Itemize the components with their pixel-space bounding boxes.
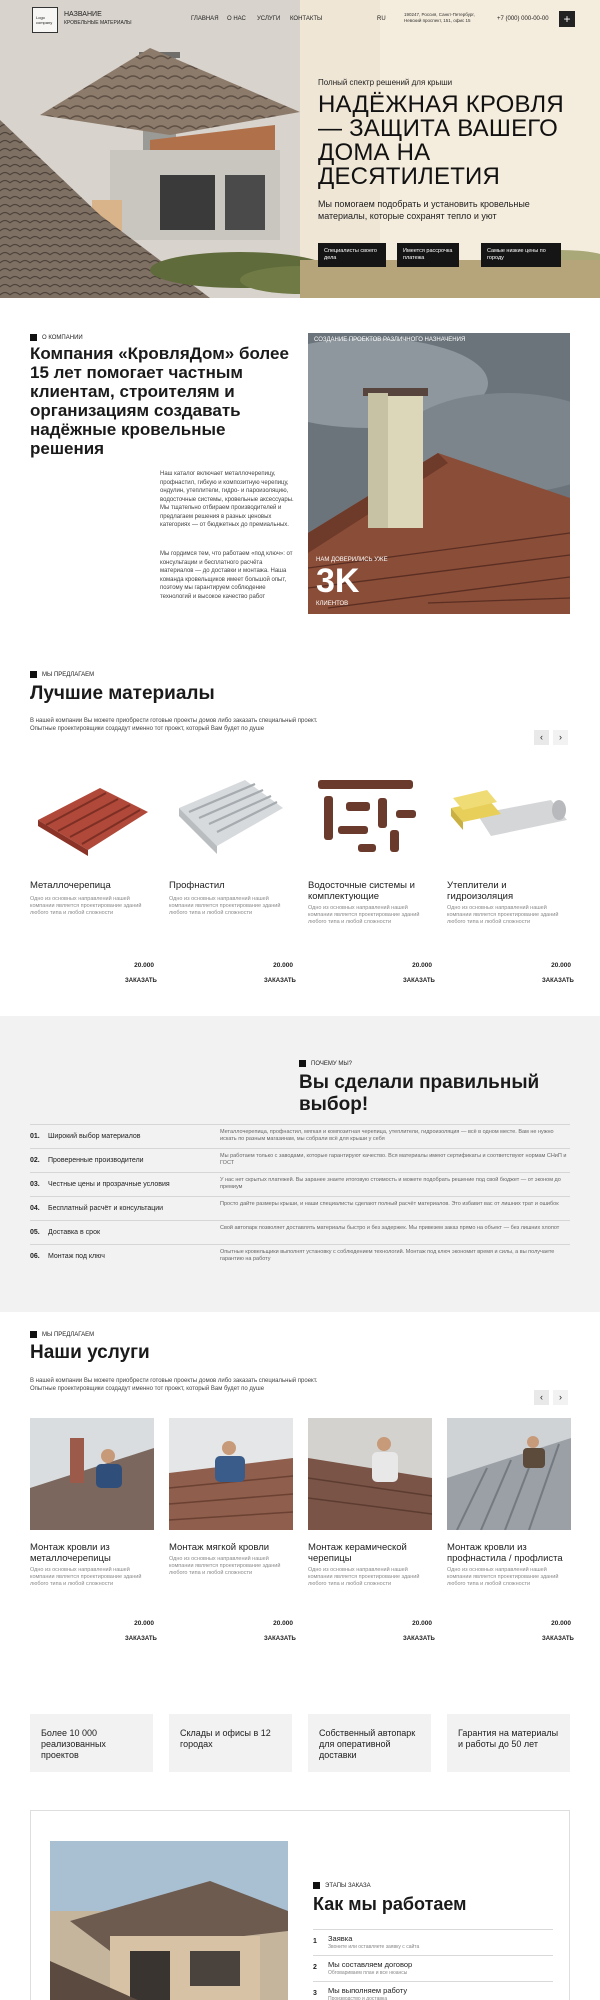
why-row [30,1220,570,1244]
card-title: Профнастил [169,880,225,891]
materials-kicker: МЫ ПРЕДЛАГАЕМ [30,672,94,678]
service-metal-roof-photo [30,1418,154,1530]
hero-button-installment[interactable]: Имеется рассрочка платежа [397,243,459,267]
card-desc: Одно из основных направлений нашей компании является проектирование зданий любого типа и любой сложности [447,905,559,925]
materials-desc: В нашей компании Вы можете приобрести готовые проекты домов либо заказать специальный проект. Опытные проектировщики создадут именно тот проект, который Вам будет по душе [30,718,318,732]
logo-text: Logo company [36,15,53,25]
step-num: 1 [313,1938,317,1945]
stat-value: 3K [316,562,360,600]
order-button[interactable]: ЗАКАЗАТЬ [403,978,435,984]
why-label: Доставка в срок [48,1229,101,1236]
step-title: Заявка [328,1934,353,1943]
order-button[interactable]: ЗАКАЗАТЬ [264,1636,296,1642]
card-desc: Одно из основных направлений нашей компании является проектирование зданий любого типа и любой сложности [308,1567,420,1587]
service-profnastil-photo [447,1418,571,1530]
step-desc: Производство и доставка [328,1996,388,2000]
materials-title: Лучшие материалы [30,683,215,704]
hero-section [0,0,600,298]
step-item [313,1929,553,1955]
how-kicker: ЭТАПЫ ЗАКАЗА [313,1883,371,1889]
nav-contacts[interactable]: КОНТАКТЫ [290,16,323,22]
hero-button-low-prices[interactable]: Самые низкие цены по городу [481,243,561,267]
hero-title: НАДЁЖНАЯ КРОВЛЯ — ЗАЩИТА ВАШЕГО ДОМА НА ДЕСЯТИЛЕТИЯ [318,91,564,190]
about-paragraph-1: Наш каталог включает металлочерепицу, профнастил, гибкую и композитную черепицу, ондулин, утеплители, гидро- и пароизоляцию, водосточные системы, кровельные аксессуары. Мы тщательно отбираем производителей и предлагаем решения в разных ценовых категориях — от бюджетных до премиальных. [160,471,294,528]
nav-about[interactable]: О НАС [227,16,246,22]
materials-next-arrow-icon[interactable]: › [553,730,568,745]
how-house-image [50,1841,288,2000]
card-desc: Одно из основных направлений нашей компании является проектирование зданий любого типа и любой сложности [30,1567,142,1587]
nav-home[interactable]: ГЛАВНАЯ [191,16,219,22]
service-ceramic-tile-photo [308,1418,432,1530]
card-price: 20.000 [134,962,154,969]
why-label: Проверенные производители [48,1157,144,1164]
card-title: Монтаж кровли из профнастила / профлиста [447,1542,563,1564]
order-button[interactable]: ЗАКАЗАТЬ [125,978,157,984]
services-prev-arrow-icon[interactable]: ‹ [534,1390,549,1405]
card-title: Утеплители и гидроизоляция [447,880,514,902]
step-num: 3 [313,1990,317,1997]
step-title: Мы составляем договор [328,1960,413,1969]
order-button[interactable]: ЗАКАЗАТЬ [264,978,296,984]
hero-kicker: Полный спектр решений для крыши [318,78,453,87]
stat-unit: КЛИЕНТОВ [316,601,349,607]
services-next-arrow-icon[interactable]: › [553,1390,568,1405]
card-desc: Одно из основных направлений нашей компании является проектирование зданий любого типа и любой сложности [308,905,420,925]
why-kicker: ПОЧЕМУ МЫ? [299,1061,352,1067]
step-num: 2 [313,1964,317,1971]
step-title: Мы выполняем работу [328,1986,408,1995]
card-title: Монтаж мягкой кровли [169,1542,270,1553]
why-row [30,1244,570,1268]
why-label: Монтаж под ключ [48,1253,105,1260]
card-price: 20.000 [551,1620,571,1627]
step-desc: Звоните или оставляете заявку с сайта [328,1944,420,1950]
why-num: 02. [30,1157,40,1164]
why-row [30,1148,570,1172]
card-price: 20.000 [412,962,432,969]
insulation-image [447,760,571,872]
card-price: 20.000 [412,1620,432,1627]
language-switch[interactable]: RU [377,16,386,22]
plus-icon-button[interactable]: + [559,11,575,27]
services-kicker: МЫ ПРЕДЛАГАЕМ [30,1332,94,1338]
why-num: 06. [30,1253,40,1260]
brand [64,10,132,28]
about-image [308,333,570,614]
card-desc: Одно из основных направлений нашей компании является проектирование зданий любого типа и любой сложности [169,1556,281,1576]
services-desc: В нашей компании Вы можете приобрести готовые проекты домов либо заказать специальный проект. Опытные проектировщики создадут именно тот проект, который Вам будет по душе [30,1378,318,1392]
why-label: Широкий выбор материалов [48,1133,141,1140]
feature-card-projects: Более 10 000 реализованных проектов [30,1714,153,1772]
why-num: 03. [30,1181,40,1188]
why-text: У нас нет скрытых платежей. Вы заранее знаете итоговую стоимость и можете подобрать решение под свой бюджет — от эконом до премиум [220,1177,561,1190]
brand-name: НАЗВАНИЕ [64,11,102,18]
about-image-caption: СОЗДАНИЕ ПРОЕКТОВ РАЗЛИЧНОГО НАЗНАЧЕНИЯ [314,337,466,343]
profnastil-image [169,760,293,872]
why-text: Опытные кровельщики выполнят установку с соблюдением технологий. Монтаж под ключ экономит время и силы, а вы получаете гарантию на работу [220,1249,555,1262]
address: 190247, Россия, Санкт-Петербург, Невский проспект, 151, офис 15 [404,12,475,23]
card-title: Водосточные системы и комплектующие [308,880,415,902]
card-title: Монтаж керамической черепицы [308,1542,407,1564]
why-text: Мы работаем только с заводами, которые гарантируют качество. Вся материалы имеют сертификаты и соответствуют нормам СНиП и ГОСТ [220,1153,567,1166]
service-soft-roof-photo [169,1418,293,1530]
why-num: 05. [30,1229,40,1236]
why-label: Честные цены и прозрачные условия [48,1181,170,1188]
card-price: 20.000 [273,1620,293,1627]
why-text: Просто дайте размеры крыши, и наши специалисты сделают полный расчёт материалов. Это избавит вас от лишних трат и ошибок [220,1201,559,1207]
gutter-system-image [308,760,432,872]
hero-subtitle: Мы помогаем подобрать и установить кровельные материалы, которые сохранят тепло и уют [318,199,530,221]
order-button[interactable]: ЗАКАЗАТЬ [125,1636,157,1642]
card-price: 20.000 [273,962,293,969]
site-header [0,0,600,38]
how-we-work-section [30,1810,570,2000]
feature-card-fleet: Собственный автопарк для оперативной доставки [308,1714,431,1772]
why-text: Металлочерепица, профнастил, мягкая и композитная черепица, утеплители, гидроизоляция — всё в одном месте. Вам не нужно искать по разным магазинам, мы собрали всё для крыши у себя [220,1129,554,1142]
feature-card-warehouses: Склады и офисы в 12 городах [169,1714,292,1772]
materials-prev-arrow-icon[interactable]: ‹ [534,730,549,745]
services-title: Наши услуги [30,1342,150,1363]
stat-label: НАМ ДОВЕРИЛИСЬ УЖЕ [316,557,388,563]
card-desc: Одно из основных направлений нашей компании является проектирование зданий любого типа и любой сложности [447,1567,559,1587]
step-item [313,1955,553,1981]
order-button[interactable]: ЗАКАЗАТЬ [403,1636,435,1642]
logo[interactable] [32,7,58,33]
why-text: Свой автопарк позволяет доставлять материалы быстро и без задержек. Мы привезем заказ прямо на объект — без лишних хлопот [220,1225,560,1231]
about-title: Компания «КровляДом» более 15 лет помогает частным клиентам, строителям и организациям создавать надёжные кровельные решения [30,344,289,458]
feature-card-warranty: Гарантия на материалы и работы до 50 лет [447,1714,570,1772]
hero-button-specialists[interactable]: Специалисты своего дела [318,243,386,267]
how-title: Как мы работаем [313,1894,467,1914]
why-num: 01. [30,1133,40,1140]
order-button[interactable]: ЗАКАЗАТЬ [542,1636,574,1642]
about-kicker: О КОМПАНИИ [30,335,83,341]
why-section [0,1016,600,1312]
why-num: 04. [30,1205,40,1212]
nav-services[interactable]: УСЛУГИ [257,16,281,22]
step-item [313,1981,553,2000]
why-row [30,1124,570,1148]
order-button[interactable]: ЗАКАЗАТЬ [542,978,574,984]
why-title: Вы сделали правильный выбор! [299,1072,540,1115]
card-price: 20.000 [134,1620,154,1627]
card-price: 20.000 [551,962,571,969]
phone-link[interactable]: +7 (000) 000-00-00 [497,16,549,22]
why-row [30,1172,570,1196]
brand-tagline: КРОВЕЛЬНЫЕ МАТЕРИАЛЫ [64,20,132,26]
about-paragraph-2: Мы гордимся тем, что работаем «под ключ»: от консультации и бесплатного расчёта материалов — до доставки и монтажа. Наша команда кровельщиков имеет большой опыт, поэтому мы гарантируем соблюдение технологий и высокое качество работ [160,551,293,600]
card-desc: Одно из основных направлений нашей компании является проектирование зданий любого типа и любой сложности [30,896,142,916]
why-row [30,1196,570,1220]
card-title: Металлочерепица [30,880,111,891]
step-desc: Обговариваем план и все нюансы [328,1970,408,1976]
why-label: Бесплатный расчёт и консультации [48,1205,164,1212]
card-desc: Одно из основных направлений нашей компании является проектирование зданий любого типа и любой сложности [169,896,281,916]
metal-tile-image [30,760,154,872]
card-title: Монтаж кровли из металлочерепицы [30,1542,111,1564]
